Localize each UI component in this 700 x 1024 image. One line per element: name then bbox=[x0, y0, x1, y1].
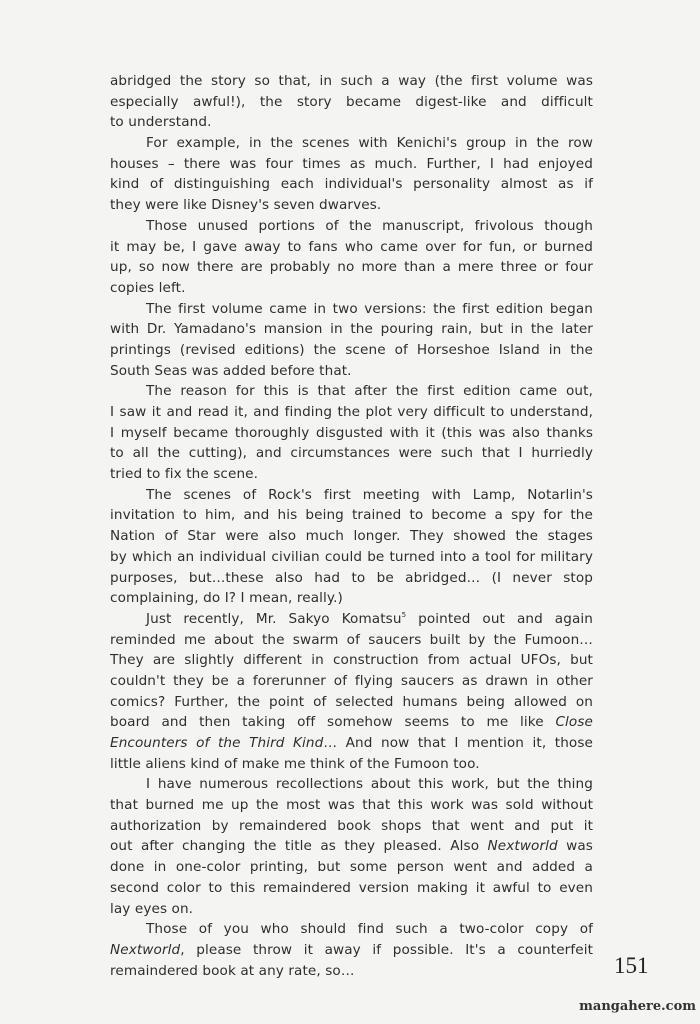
text-segment: comics? Further, the point of selected humans being allowed on bbox=[110, 693, 593, 710]
paragraph bbox=[110, 71, 593, 133]
text-line bbox=[110, 547, 593, 568]
text-segment: purposes, but…these also had to be abridged… (I never stop bbox=[110, 569, 593, 586]
text-line bbox=[110, 133, 593, 154]
text-line bbox=[110, 836, 593, 857]
text-segment: Those unused portions of the manuscript, frivolous though bbox=[146, 217, 593, 234]
text-segment: by which an individual civilian could be turned into a tool for military bbox=[110, 548, 593, 565]
text-segment: I have numerous recollections about this work, but the thing bbox=[146, 776, 593, 793]
text-line bbox=[110, 112, 593, 133]
text-line bbox=[110, 816, 593, 837]
text-segment: out after changing the title as they pleased. Also bbox=[110, 838, 488, 855]
paragraph bbox=[110, 609, 593, 775]
text-segment: Just recently, Mr. Sakyo Komatsu bbox=[146, 610, 402, 627]
text-segment: reminded me about the swarm of saucers built by the Fumoon… bbox=[110, 631, 593, 648]
text-line bbox=[110, 733, 593, 754]
paragraph bbox=[110, 299, 593, 382]
text-segment: done in one-color printing, but some person went and added a bbox=[110, 859, 593, 876]
text-segment: complaining, do I? I mean, really.) bbox=[110, 590, 343, 607]
text-line bbox=[110, 671, 593, 692]
text-line bbox=[110, 795, 593, 816]
text-segment: board and then taking off somehow seems to me like bbox=[110, 714, 556, 731]
paragraph bbox=[110, 216, 593, 299]
paragraph bbox=[110, 485, 593, 609]
text-segment: couldn't they be a forerunner of flying saucers as drawn in other bbox=[110, 672, 593, 689]
text-segment: I myself became thoroughly disgusted with it (this was also thanks bbox=[110, 424, 593, 441]
paragraph bbox=[110, 381, 593, 484]
text-line bbox=[110, 340, 593, 361]
text-line bbox=[110, 71, 593, 92]
text-segment: was bbox=[557, 838, 593, 855]
text-segment: copies left. bbox=[110, 279, 186, 296]
text-segment: especially awful!), the story became digest-like and difficult bbox=[110, 93, 593, 110]
text-segment: it may be, I gave away to fans who came over for fun, or burned bbox=[110, 238, 593, 255]
text-segment: The reason for this is that after the first edition came out, bbox=[146, 383, 593, 400]
text-line bbox=[110, 361, 593, 382]
text-line bbox=[110, 278, 593, 299]
text-segment: The first volume came in two versions: the first edition began bbox=[146, 300, 593, 317]
watermark: mangahere.com bbox=[579, 999, 696, 1014]
text-segment: up, so now there are probably no more than a mere three or four bbox=[110, 259, 593, 276]
text-line bbox=[110, 940, 593, 961]
footnote-marker: 5 bbox=[401, 610, 407, 619]
text-line bbox=[110, 299, 593, 320]
text-segment: Nation of Star were also much longer. They showed the stages bbox=[110, 528, 593, 545]
text-segment: tried to fix the scene. bbox=[110, 466, 259, 483]
text-segment: , please throw it away if possible. It's a counterfeit bbox=[180, 941, 593, 958]
text-segment: printings (revised editions) the scene of Horseshoe Island in the bbox=[110, 341, 593, 358]
text-line bbox=[110, 692, 593, 713]
italic-title: Nextworld bbox=[110, 941, 181, 958]
text-segment: little aliens kind of make me think of the Fumoon too. bbox=[110, 755, 480, 772]
text-segment: invitation to him, and his being trained to become a spy for the bbox=[110, 507, 593, 524]
text-segment: lay eyes on. bbox=[110, 900, 194, 917]
body-text bbox=[110, 71, 593, 981]
text-line bbox=[110, 381, 593, 402]
text-line bbox=[110, 402, 593, 423]
text-segment: abridged the story so that, in such a way (the first volume was bbox=[110, 73, 593, 89]
text-line bbox=[110, 505, 593, 526]
text-segment: with Dr. Yamadano's mansion in the pouring rain, but in the later bbox=[110, 321, 593, 338]
text-line bbox=[110, 443, 593, 464]
text-line bbox=[110, 899, 593, 920]
text-line bbox=[110, 712, 593, 733]
text-line bbox=[110, 588, 593, 609]
text-segment: pointed out and again bbox=[406, 610, 593, 627]
text-segment: Those of you who should find such a two-color copy of bbox=[146, 921, 593, 938]
text-segment: authorization by remaindered book shops that went and put it bbox=[110, 817, 593, 834]
text-segment: remaindered book at any rate, so… bbox=[110, 962, 355, 979]
text-line bbox=[110, 257, 593, 278]
text-line bbox=[110, 961, 593, 982]
text-segment: For example, in the scenes with Kenichi's group in the row bbox=[146, 135, 593, 152]
page-number: 151 bbox=[614, 953, 649, 978]
text-line bbox=[110, 485, 593, 506]
text-segment: The scenes of Rock's first meeting with Lamp, Notarlin's bbox=[146, 486, 593, 503]
text-segment: … And now that I mention it, those bbox=[323, 735, 593, 751]
text-line bbox=[110, 919, 593, 940]
text-line bbox=[110, 237, 593, 258]
text-line bbox=[110, 154, 593, 175]
text-segment: South Seas was added before that. bbox=[110, 362, 352, 379]
text-line bbox=[110, 630, 593, 651]
paragraph bbox=[110, 919, 593, 981]
text-segment: to all the cutting), and circumstances were such that I hurriedly bbox=[110, 445, 593, 462]
text-segment: houses – there was four times as much. Further, I had enjoyed bbox=[110, 155, 593, 172]
text-segment: they were like Disney's seven dwarves. bbox=[110, 197, 382, 214]
italic-title: Nextworld bbox=[487, 838, 558, 855]
text-line bbox=[110, 754, 593, 775]
text-line bbox=[110, 319, 593, 340]
text-line bbox=[110, 568, 593, 589]
text-line bbox=[110, 526, 593, 547]
text-line bbox=[110, 216, 593, 237]
text-segment: second color to this remaindered version making it awful to even bbox=[110, 879, 593, 896]
text-line bbox=[110, 423, 593, 444]
text-line bbox=[110, 195, 593, 216]
text-line bbox=[110, 92, 593, 113]
paragraph bbox=[110, 774, 593, 919]
text-line bbox=[110, 650, 593, 671]
text-segment: I saw it and read it, and finding the plot very difficult to understand, bbox=[110, 404, 593, 420]
text-segment: that burned me up the most was that this work was sold without bbox=[110, 797, 593, 814]
text-line bbox=[110, 878, 593, 899]
text-segment: to understand. bbox=[110, 114, 212, 131]
text-line bbox=[110, 857, 593, 878]
text-segment: They are slightly different in construction from actual UFOs, but bbox=[110, 652, 593, 669]
text-line bbox=[110, 464, 593, 485]
paragraph bbox=[110, 133, 593, 216]
text-segment: kind of distinguishing each individual's personality almost as if bbox=[110, 176, 593, 193]
text-line bbox=[110, 609, 593, 630]
italic-title: Encounters of the Third Kind bbox=[110, 735, 324, 751]
text-line bbox=[110, 174, 593, 195]
text-line bbox=[110, 774, 593, 795]
italic-title: Close bbox=[555, 714, 593, 731]
